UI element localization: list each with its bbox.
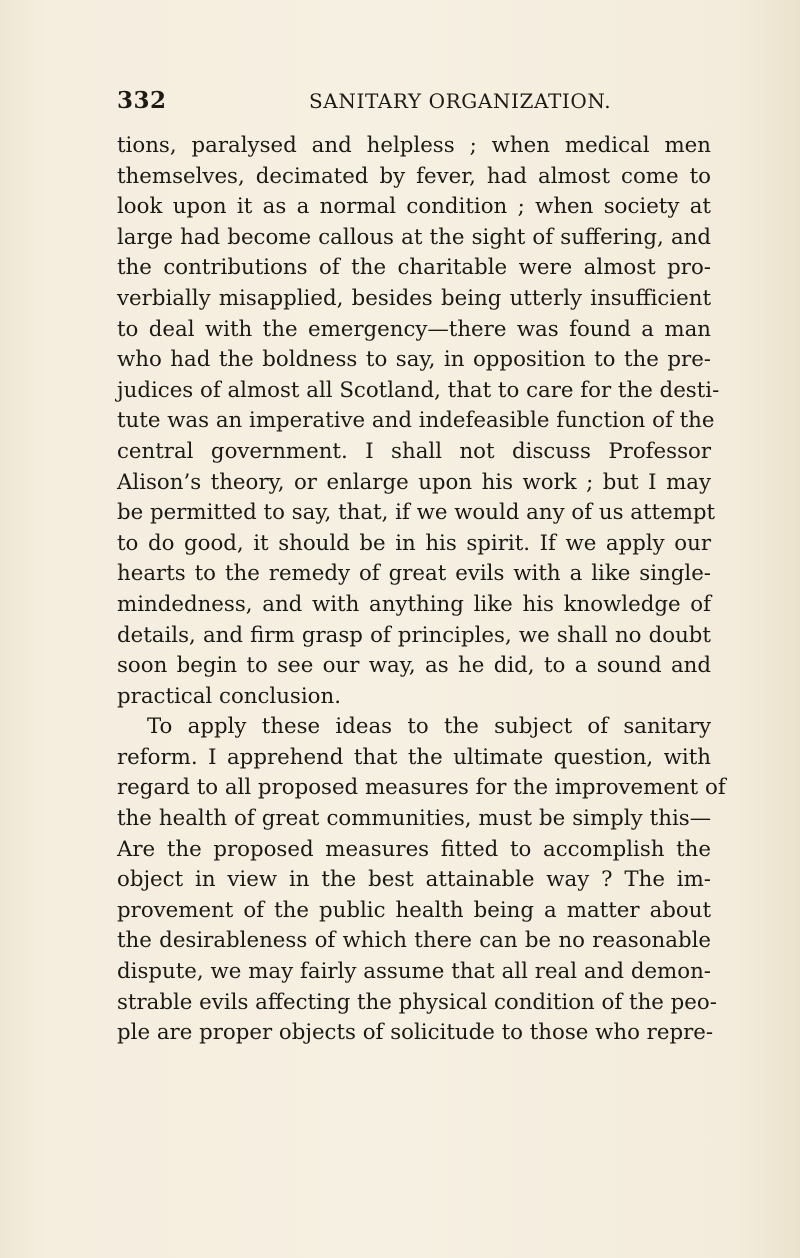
- text-line: regard to all proposed measures for the improvement of: [117, 775, 726, 801]
- paragraph-start-line: To apply these ideas to the subject of sanitary: [147, 714, 711, 740]
- text-line: be permitted to say, that, if we would any of us attempt: [117, 500, 716, 526]
- text-line: the contributions of the charitable were almost pro-: [117, 255, 711, 281]
- text-line: the health of great communities, must be simply this—: [117, 806, 711, 832]
- text-line: who had the boldness to say, in opposition to the pre-: [117, 347, 711, 373]
- text-line: the desirableness of which there can be no reasonable: [117, 928, 711, 954]
- text-line: mindedness, and with anything like his knowledge of: [117, 591, 711, 617]
- text-line: reform. I apprehend that the ultimate question, with: [117, 744, 711, 770]
- text-line: hearts to the remedy of great evils with a like single-: [117, 561, 711, 587]
- text-line: look upon it as a normal condition ; when society at: [117, 194, 711, 220]
- text-line: dispute, we may fairly assume that all real and demon-: [117, 959, 711, 985]
- page-header: [117, 87, 711, 119]
- paragraph-end-line: practical conclusion.: [117, 683, 341, 709]
- text-line: verbially misapplied, besides being utterly insufficient: [117, 285, 711, 311]
- text-line: themselves, decimated by fever, had almost come to: [117, 163, 711, 189]
- page-number: 332: [117, 87, 167, 114]
- body-text: [117, 131, 726, 1049]
- text-line: Alison’s theory, or enlarge upon his work ; but I may: [117, 469, 711, 495]
- text-line: to deal with the emergency—there was found a man: [117, 316, 711, 342]
- text-line: soon begin to see our way, as he did, to a sound and: [117, 653, 711, 679]
- text-line: ple are proper objects of solicitude to those who repre-: [117, 1020, 714, 1046]
- text-line: tute was an imperative and indefeasible function of the: [117, 408, 715, 434]
- text-line: details, and firm grasp of principles, we shall no doubt: [117, 622, 711, 648]
- text-line: Are the proposed measures fitted to accomplish the: [117, 836, 711, 862]
- text-line: judices of almost all Scotland, that to care for the desti-: [117, 377, 720, 403]
- text-line: large had become callous at the sight of suffering, and: [117, 224, 711, 250]
- text-line: tions, paralysed and helpless ; when medical men: [117, 133, 711, 158]
- text-line: to do good, it should be in his spirit. If we apply our: [117, 530, 711, 556]
- text-line: provement of the public health being a matter about: [117, 897, 711, 923]
- text-line: strable evils affecting the physical condition of the peo-: [117, 989, 717, 1015]
- running-head: SANITARY ORGANIZATION.: [309, 89, 612, 113]
- text-line: central government. I shall not discuss Professor: [117, 438, 711, 464]
- text-line: object in view in the best attainable way ? The im-: [117, 867, 711, 893]
